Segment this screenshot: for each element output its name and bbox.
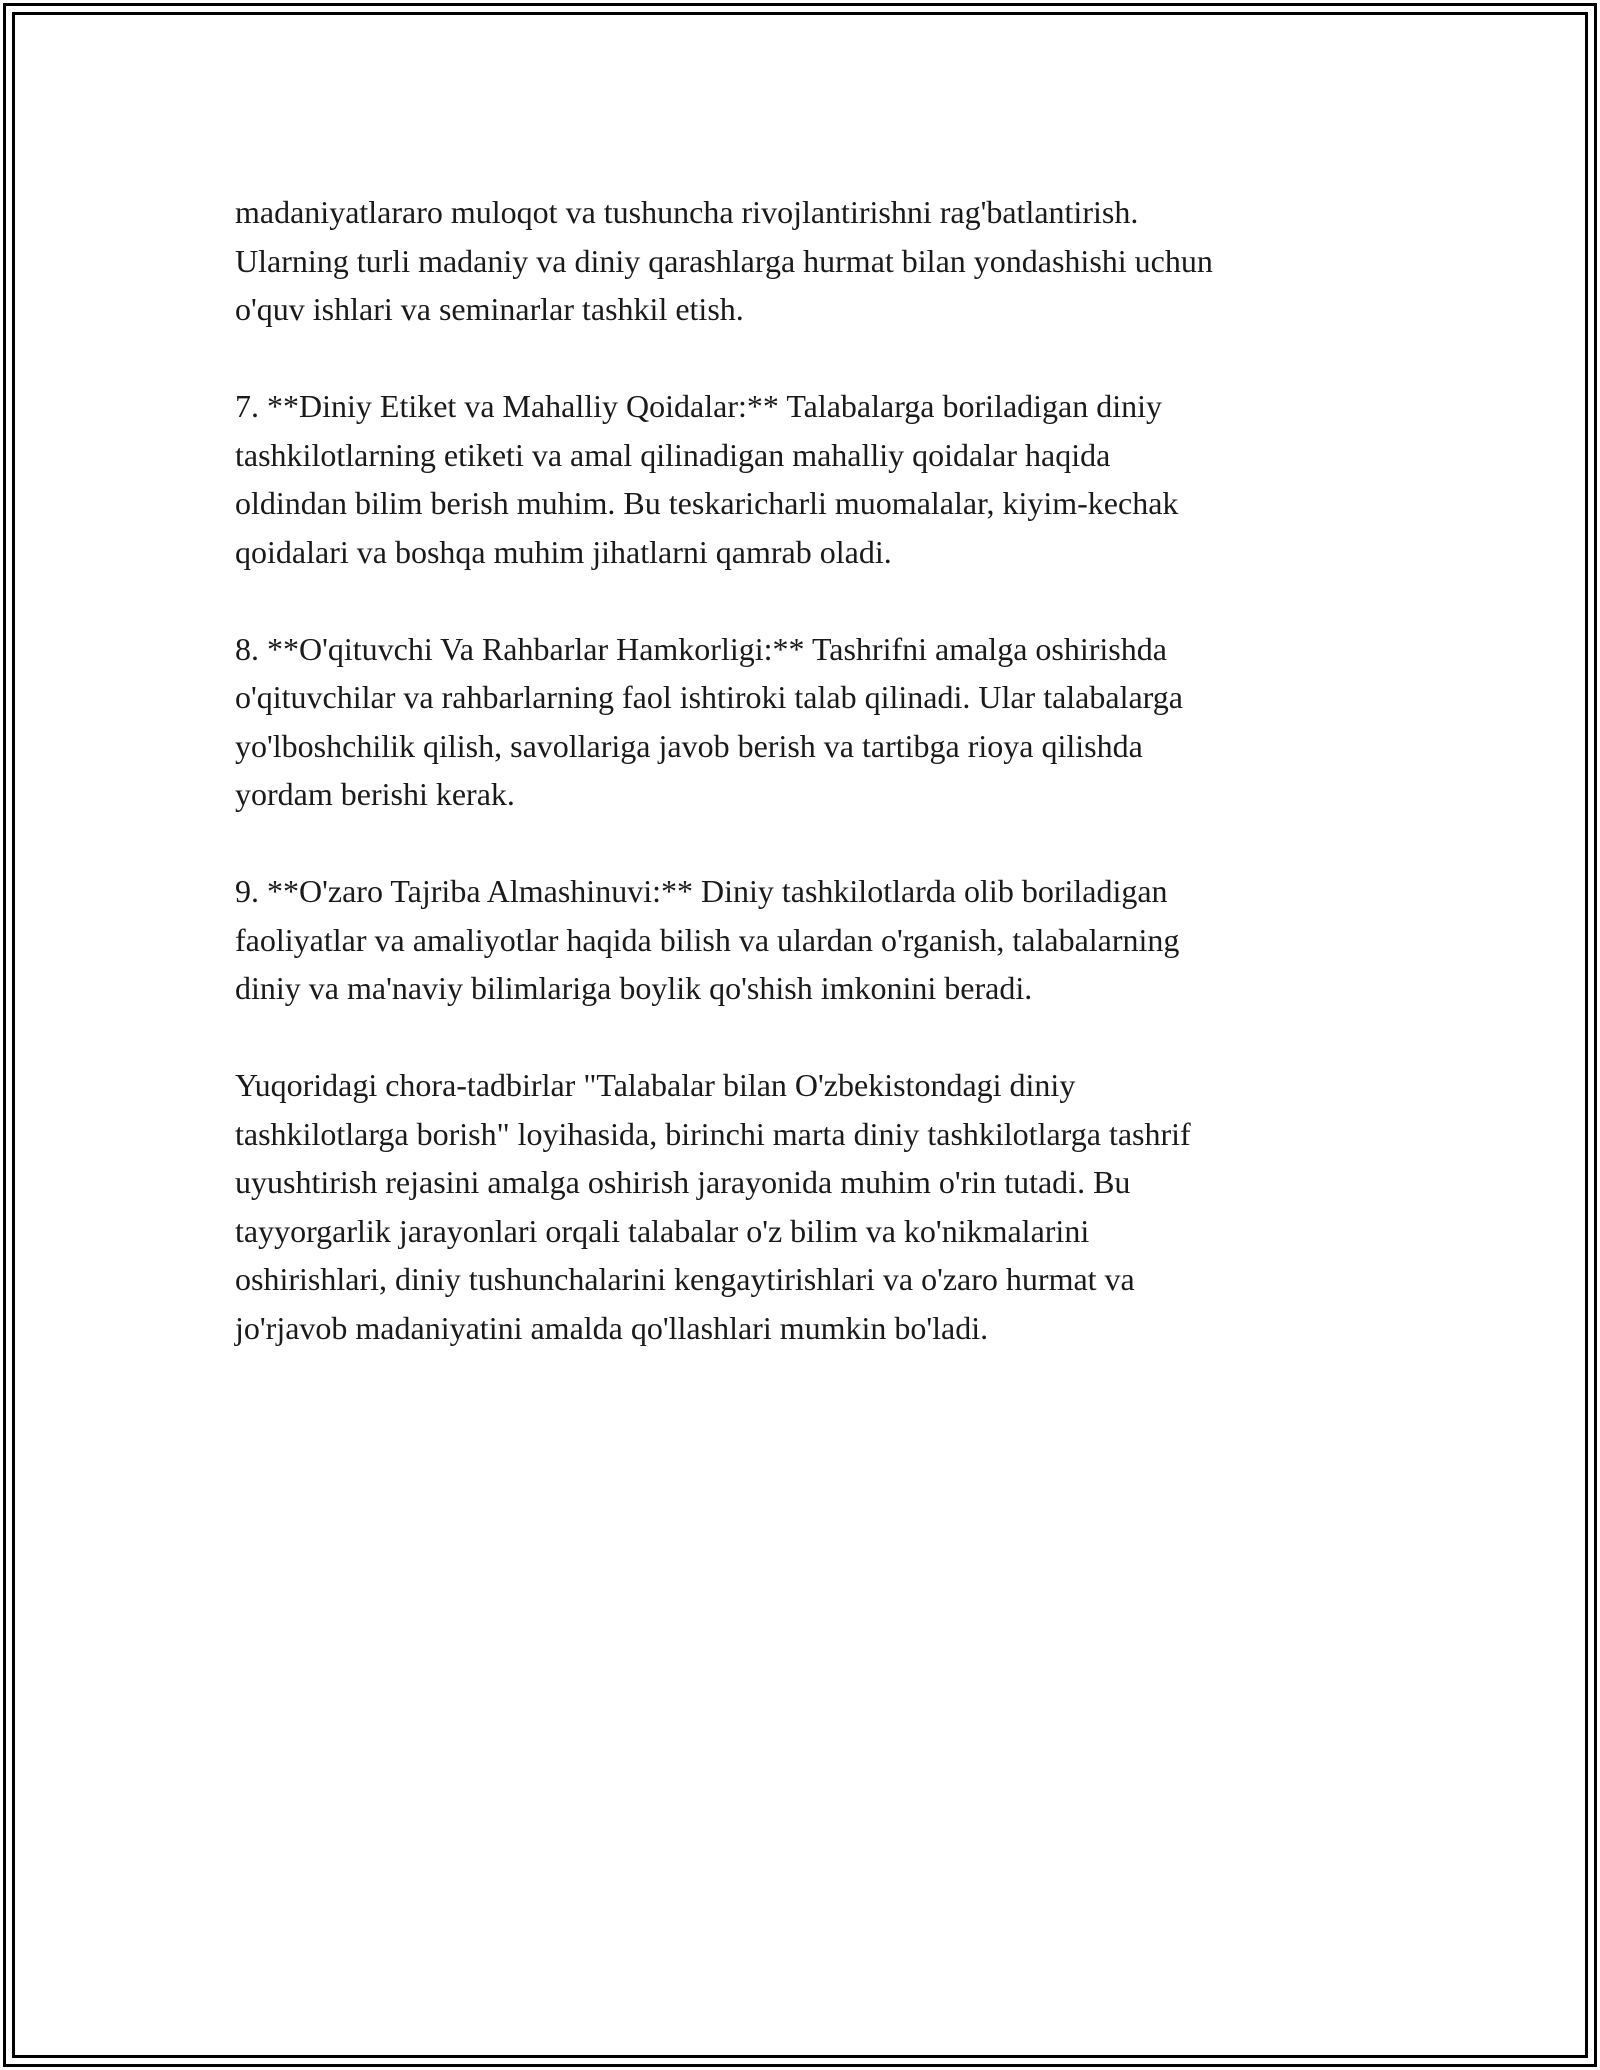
paragraph-intro-continuation bbox=[235, 188, 1385, 334]
paragraph-item-8 bbox=[235, 625, 1385, 819]
paragraph-conclusion bbox=[235, 1061, 1385, 1352]
document-body bbox=[235, 188, 1385, 1401]
text-line: faoliyatlar va amaliyotlar haqida bilish va ulardan o'rganish, talabalarning bbox=[235, 921, 1180, 958]
text-line: yo'lboshchilik qilish, savollariga javob berish va tartibga rioya qilishda bbox=[235, 727, 1143, 764]
text-line: madaniyatlararo muloqot va tushuncha rivojlantirishni rag'batlantirish. bbox=[235, 194, 1139, 230]
text-line: Ularning turli madaniy va diniy qarashlarga hurmat bilan yondashishi uchun bbox=[235, 242, 1213, 279]
text-line: tashkilotlarga borish" loyihasida, birinchi marta diniy tashkilotlarga tashrif bbox=[235, 1115, 1191, 1152]
text-line: 9. **O'zaro Tajriba Almashinuvi:** Diniy tashkilotlarda olib boriladigan bbox=[235, 873, 1168, 909]
text-line: 8. **O'qituvchi Va Rahbarlar Hamkorligi:** Tashrifni amalga oshirishda bbox=[235, 630, 1167, 667]
text-line: o'qituvchilar va rahbarlarning faol ishtiroki talab qilinadi. Ular talabalarga bbox=[235, 679, 1183, 715]
text-line: 7. **Diniy Etiket va Mahalliy Qoidalar:** Talabalarga boriladigan diniy bbox=[235, 388, 1163, 424]
text-line: tashkilotlarning etiketi va amal qilinadigan mahalliy qoidalar haqida bbox=[235, 436, 1111, 473]
text-line: oshirishlari, diniy tushunchalarini kengaytirishlari va o'zaro hurmat va bbox=[235, 1261, 1135, 1297]
text-line: oldindan bilim berish muhim. Bu teskaricharli muomalalar, kiyim-kechak bbox=[235, 485, 1179, 521]
paragraph-item-7 bbox=[235, 382, 1385, 576]
text-line: Yuqoridagi chora-tadbirlar "Talabalar bilan O'zbekistondagi diniy bbox=[235, 1067, 1076, 1103]
text-line: tayyorgarlik jarayonlari orqali talabalar o'z bilim va ko'nikmalarini bbox=[235, 1212, 1090, 1249]
text-line: qoidalari va boshqa muhim jihatlarni qamrab oladi. bbox=[235, 533, 892, 570]
text-line: uyushtirish rejasini amalga oshirish jarayonida muhim o'rin tutadi. Bu bbox=[235, 1164, 1131, 1200]
text-line: jo'rjavob madaniyatini amalda qo'llashlari mumkin bo'ladi. bbox=[235, 1309, 989, 1346]
paragraph-item-9 bbox=[235, 867, 1385, 1013]
text-line: yordam berishi kerak. bbox=[235, 776, 515, 812]
text-line: diniy va ma'naviy bilimlariga boylik qo'shish imkonini beradi. bbox=[235, 970, 1033, 1006]
text-line: o'quv ishlari va seminarlar tashkil etish. bbox=[235, 291, 744, 327]
